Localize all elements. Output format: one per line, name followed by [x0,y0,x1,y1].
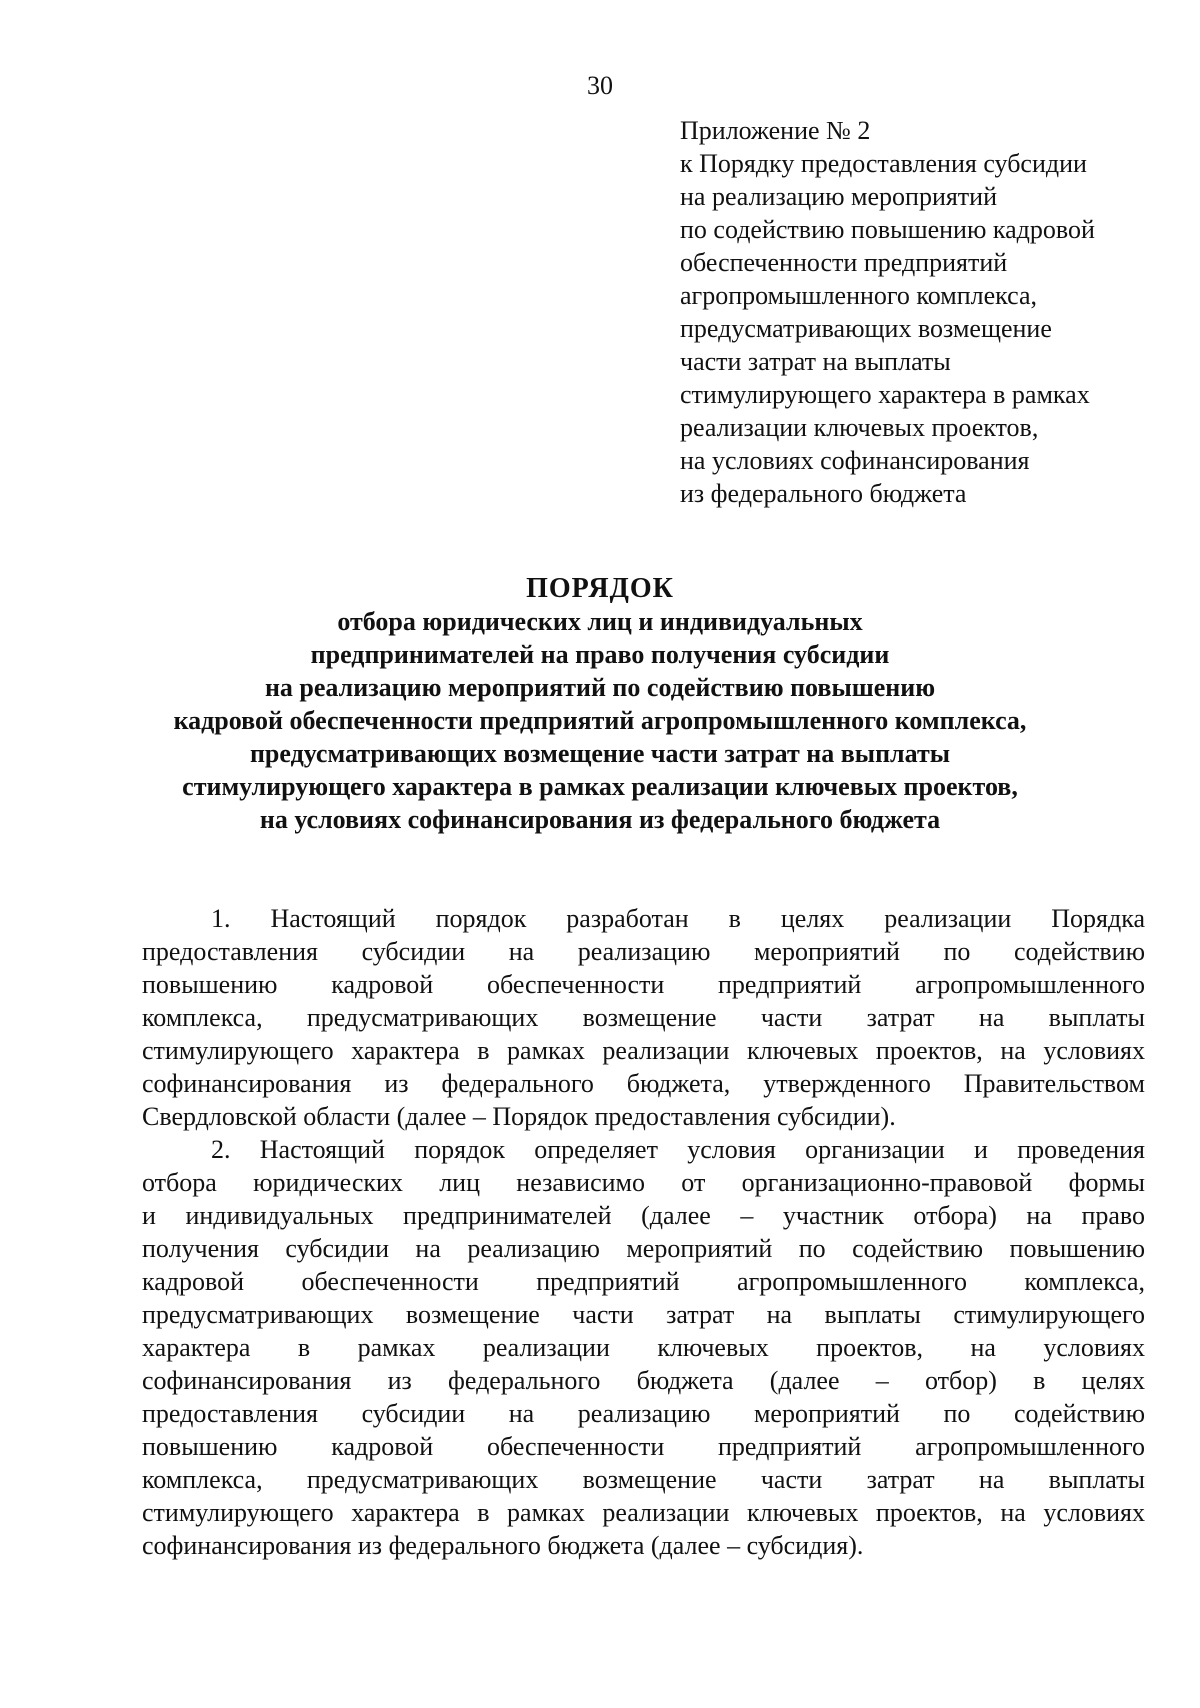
title-subtitle-line: кадровой обеспеченности предприятий агропромышленного комплекса, [173,706,1027,735]
paragraph-line: отбора юридических лиц независимо от организационно-правовой формы [142,1168,1145,1197]
paragraph-line: комплекса, предусматривающих возмещение части затрат на выплаты [142,1003,1145,1032]
annex-line: из федерального бюджета [680,479,967,508]
title-subtitle-line: на условиях софинансирования из федерального бюджета [259,805,941,834]
paragraph-line: 1. Настоящий порядок разработан в целях реализации Порядка [211,904,1145,933]
paragraph-line: комплекса, предусматривающих возмещение части затрат на выплаты [142,1465,1145,1494]
title-main: ПОРЯДОК [526,573,674,604]
annex-line: на условиях софинансирования [680,446,1030,475]
annex-line: агропромышленного комплекса, [680,281,1038,310]
body-text [142,902,1145,1562]
annex-line: стимулирующего характера в рамках [680,380,1090,409]
paragraph-line: стимулирующего характера в рамках реализации ключевых проектов, на условиях [142,1036,1145,1065]
annex-line: на реализацию мероприятий [680,182,998,211]
paragraph-line: повышению кадровой обеспеченности предприятий агропромышленного [142,970,1145,999]
paragraph-line: софинансирования из федерального бюджета (далее – субсидия). [142,1531,864,1560]
title-subtitle-line: предусматривающих возмещение части затрат на выплаты [249,739,951,768]
paragraph-line: кадровой обеспеченности предприятий агропромышленного комплекса, [142,1267,1145,1296]
paragraph-1 [142,902,1145,1133]
title-subtitle-line: отбора юридических лиц и индивидуальных [337,607,863,636]
paragraph-line: Свердловской области (далее – Порядок предоставления субсидии). [142,1102,896,1131]
paragraph-line: 2. Настоящий порядок определяет условия организации и проведения [211,1135,1145,1164]
title-subtitle-line: стимулирующего характера в рамках реализации ключевых проектов, [182,772,1018,801]
annex-line: предусматривающих возмещение [680,314,1052,343]
annex-line: к Порядку предоставления субсидии [680,149,1087,178]
annex-line: обеспеченности предприятий [680,248,1008,277]
annex-line: части затрат на выплаты [680,347,951,376]
paragraph-line: софинансирования из федерального бюджета, утвержденного Правительством [142,1069,1145,1098]
paragraph-line: предусматривающих возмещение части затрат на выплаты стимулирующего [142,1300,1145,1329]
paragraph-2 [142,1133,1145,1562]
paragraph-line: софинансирования из федерального бюджета (далее – отбор) в целях [142,1366,1145,1395]
annex-line: Приложение № 2 [680,116,871,145]
annex-header [680,114,1160,510]
page-number: 30 [587,71,613,100]
document-title [100,572,1100,836]
title-subtitle-line: предпринимателей на право получения субсидии [310,640,890,669]
title-subtitle-line: на реализацию мероприятий по содействию повышению [264,673,936,702]
paragraph-line: повышению кадровой обеспеченности предприятий агропромышленного [142,1432,1145,1461]
paragraph-line: и индивидуальных предпринимателей (далее – участник отбора) на право [142,1201,1145,1230]
paragraph-line: предоставления субсидии на реализацию мероприятий по содействию [142,937,1145,966]
annex-line: по содействию повышению кадровой [680,215,1095,244]
annex-line: реализации ключевых проектов, [680,413,1039,442]
paragraph-line: стимулирующего характера в рамках реализации ключевых проектов, на условиях [142,1498,1145,1527]
paragraph-line: характера в рамках реализации ключевых проектов, на условиях [142,1333,1145,1362]
paragraph-line: получения субсидии на реализацию мероприятий по содействию повышению [142,1234,1145,1263]
paragraph-line: предоставления субсидии на реализацию мероприятий по содействию [142,1399,1145,1428]
